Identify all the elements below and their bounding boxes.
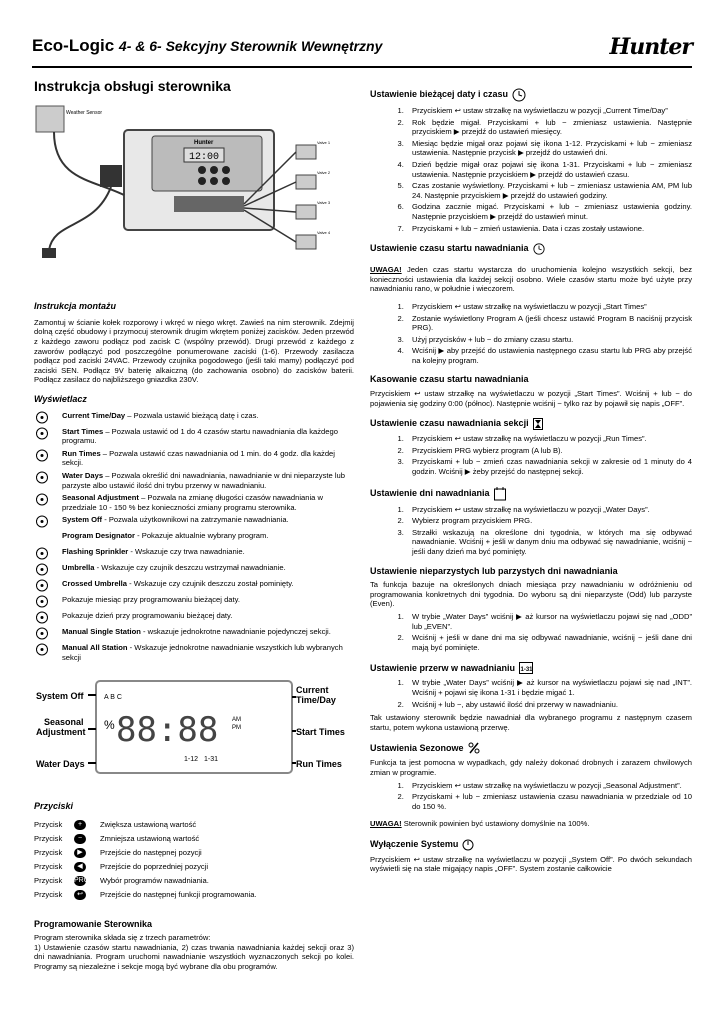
section-start-times [370, 243, 692, 255]
step-item: 1. Przyciskiem ↩ ustaw strzałkę na wyświetlaczu w pozycji „Run Times”. [406, 434, 692, 444]
display-item-desc: - Wskazuje czy czujnik deszczu został pominięty. [127, 579, 294, 589]
hand-icon [34, 627, 54, 640]
display-item-name: Manual All Station [62, 643, 128, 653]
transformer [100, 165, 122, 187]
display-item-name: Current Time/Day [62, 410, 126, 420]
display-item [34, 595, 354, 608]
seasonal-text: Funkcja ta jest pomocna w wypadkach, gdy należy dokonać drobnych i zarazem chwilowych zmian w programie. [370, 758, 692, 777]
weather-sensor-label: Weather Sensor [66, 109, 103, 116]
valve-label: Valve 2 [317, 169, 330, 175]
display-item-name: Run Times [62, 448, 101, 458]
lcd-day-icon: 1-31 [204, 756, 219, 764]
valve-image [296, 145, 316, 159]
display-item-name: Seasonal Adjustment [62, 493, 139, 503]
button-desc: Wybór programów nawadniania. [100, 875, 209, 885]
display-item [34, 493, 354, 512]
hunter-logo: Hunter [609, 34, 692, 60]
step-item: 3. Przyciskami + lub − zmień czas nawadniania sekcji w zakresie od 1 minuty do 4 godzin. Wciśnij ▶ żeby przejść do następnej sekcji. [406, 457, 692, 476]
step-item: 2. Wciśnij + jeśli w dane dni ma się odbywać nawadnianie, wciśnij − jeśli dane dni mają być pominięte. [406, 633, 692, 652]
hourglass-icon [533, 418, 543, 430]
section-title: Ustawienie czasu startu nawadniania [370, 243, 529, 254]
hand-all-icon [34, 643, 54, 656]
display-item [34, 531, 354, 544]
main-heading: Instrukcja obsługi sterownika [34, 78, 231, 94]
step-item: 1. W trybie „Water Days” wciśnij ▶ aż kursor na wyświetlaczu pojawi się nad „ODD” lub „EVEN”. [406, 612, 692, 631]
section-title: Ustawienie dni nawadniania [370, 487, 490, 498]
calendar-icon [494, 487, 506, 501]
step-item: 3. Miesiąc będzie migał oraz pojawi się ikona 1-12. Przyciskami + lub − zmieniasz ustawienia. Następnie przycisk ▶ przejdź do ustawień dni. [406, 139, 692, 158]
valve-label: Valve 1 [317, 139, 330, 145]
display-item-desc: - Pokazuje aktualnie wybrany program. [135, 531, 269, 541]
display-item-name: Crossed Umbrella [62, 579, 127, 589]
display-item-desc: - wskazuje jednokrotne nawadnianie pojedynczej sekcji. [140, 627, 331, 637]
programming-text: Program sterownika składa się z trzech parametrów: 1) Ustawienie czasów startu nawadniania, 2) czas trwania nawadniania każdej sekcji oraz 3) dni nawadniania. Program uruchomi nawadnianie wszystkich wyznaczonych sekcji po kolei. Programy są niezależne i sekcje mogą być wybrane dla obu programów. [34, 933, 354, 972]
day-icon [519, 662, 533, 674]
document-title [32, 36, 382, 56]
display-item [34, 411, 354, 424]
step-item: 2. Przyciskiem PRG wybierz program (A lub B). [406, 446, 692, 456]
date-time-steps [370, 106, 692, 233]
display-item-text [62, 515, 354, 525]
button-symbol: ▶ [72, 846, 100, 860]
display-item-text [62, 547, 354, 557]
step-item: 2. Rok będzie migał. Przyciskami + lub − zmieniasz ustawienia. Następnie przyciskiem ▶ przejdź do ustawień miesięcy. [406, 118, 692, 137]
lcd-start-times-label: Start Times [296, 727, 345, 738]
display-item-desc: Pokazuje miesiąc przy programowaniu bieżącej daty. [62, 595, 240, 605]
display-item-name: Umbrella [62, 563, 95, 573]
display-item-text [62, 563, 354, 573]
start-times-steps [370, 302, 692, 366]
right-column [370, 78, 692, 877]
button-desc: Zmniejsza ustawioną wartość [100, 833, 200, 843]
clock-icon [512, 88, 526, 102]
controller-button [210, 177, 218, 185]
display-item [34, 563, 354, 576]
display-item-name: System Off [62, 515, 103, 525]
button-label: Przycisk [34, 819, 63, 829]
display-item-name: Program Designator [62, 531, 136, 541]
interval-steps [370, 678, 692, 709]
controller-button [222, 177, 230, 185]
section-title: Ustawienia Sezonowe [370, 742, 464, 753]
display-item [34, 643, 354, 662]
lcd-program-abc: A B C [104, 694, 122, 702]
lcd-display-diagram [34, 677, 354, 777]
lcd-percent: % [104, 718, 115, 733]
display-item-text [62, 411, 354, 421]
display-item [34, 627, 354, 640]
section-interval [370, 662, 692, 674]
run-times-steps [370, 434, 692, 476]
display-item-desc: - Wskazuje czy trwa nawadnianie. [128, 547, 245, 557]
section-title: Ustawienie przerw w nawadnianiu [370, 662, 516, 673]
warning-text: Sterownik powinien być ustawiony domyślnie na 100%. [401, 819, 590, 829]
button-symbol: ↩ [72, 888, 100, 902]
display-item-desc: – Pozwala na zmianę długości czasów nawadniania w przedziale 10 - 150 % bez konieczności zmiany programu sterownika. [62, 493, 323, 512]
water-days-steps [370, 505, 692, 557]
display-item-desc: – Pozwala ustawić od 1 do 4 czasów startu nawadniania dla każdego programu. [62, 426, 338, 446]
warning-label: UWAGA! [370, 265, 402, 275]
display-item-desc: - Wskazuje czy czujnik deszczu wstrzymał nawadnianie. [94, 563, 286, 573]
controller-brand: Hunter [194, 139, 214, 146]
button-row [34, 832, 257, 846]
button-symbol: PRG [74, 877, 90, 885]
button-row [34, 846, 257, 860]
display-item-name: Start Times [62, 426, 104, 436]
step-item: 2. Zostanie wyświetlony Program A (jeśli chcesz ustawić Program B naciśnij przycisk PRG). [406, 314, 692, 333]
display-item-text [62, 531, 354, 541]
display-item-desc: - Wskazuje jednokrotne nawadnianie wszystkich lub wybranych sekcji [62, 643, 343, 662]
button-symbol: ◀ [72, 860, 100, 874]
controller-button [222, 166, 230, 174]
odd-even-text: Ta funkcja bazuje na określonych dniach miesiąca przy nawadnianiu w odróżnieniu od programowania konkretnych dni tygodnia. Do wyboru są dni nieparzyste (Odd) lub parzyste (Even). [370, 580, 692, 609]
clock-start-icon [34, 427, 54, 440]
display-item [34, 427, 354, 446]
svg-text:1-31: 1-31 [520, 667, 533, 674]
controller-button [198, 177, 206, 185]
system-off-text: Przyciskiem ↩ ustaw strzałkę na wyświetlaczu w pozycji „System Off”. Po dwóch sekundach wyświetli się na stałe migający napis „OFF”. System zostanie całkowicie [370, 854, 692, 874]
display-item-text [62, 595, 354, 605]
display-item [34, 579, 354, 592]
system-off-icon [34, 515, 54, 528]
clear-start-text: Przyciskiem ↩ ustaw strzałkę na wyświetlaczu w pozycji „Start Times”. Wciśnij + lub − do pojawienia się godziny 0:00 (północ). Następnie wciśnij − tylko raz by pojawił się napis „OFF”. [370, 389, 692, 408]
warning-label: UWAGA! [370, 819, 402, 829]
plug [42, 248, 56, 258]
left-column [34, 78, 354, 975]
step-item: 4. Dzień będzie migał oraz pojawi się ikona 1-31. Przyciskami + lub − zmieniasz ustawienia. Następnie przyciskiem ▶ przejdź do ustawień czasu. [406, 160, 692, 179]
programming-title: Programowanie Sterownika [34, 918, 153, 929]
start-times-note [370, 265, 692, 294]
button-row [34, 874, 257, 888]
lcd-digits: 88:88 [116, 710, 219, 751]
hourglass-icon [34, 449, 54, 462]
lcd-month-icon: 1-12 [184, 756, 199, 764]
weather-sensor-image [36, 106, 64, 132]
install-title: Instrukcja montażu [34, 301, 117, 312]
system-off-icon [462, 839, 474, 851]
install-text: Zamontuj w ścianie kołek rozporowy i wkręć w niego wkręt. Zawieś na nim sterownik. Zdejmij dolną część obudowy i przymocuj sterownik drugim wkrętem poniżej zacisków. Jeden przewód z każdego zaworu podłącz pod zacisk C (wspólny przewód). Drugi przewód z każdego z zaworów podłączyć pod poszczególne ponumerowane zaciski (1-6). Przewody zasilacza podłącz pod zaciski 24VAC. Przewody czujnika pogodowego (jeśli taki mamy) podłączyć pod zaciski SEN. Podłącz 9V baterię alkaiczną (do zachowania osobno) do zacisków baterii. Podłącz zasilacz do najbliższego gniazdka 230V. [34, 317, 354, 385]
odd-even-steps [370, 612, 692, 652]
display-item-text [62, 449, 354, 468]
button-desc: Przejście do poprzedniej pozycji [100, 861, 209, 871]
section-title: Ustawienie czasu nawadniania sekcji [370, 418, 529, 429]
display-item [34, 547, 354, 560]
button-desc: Przejście do następnej pozycji [100, 847, 202, 857]
lcd-seasonal-label: Seasonal [44, 717, 84, 728]
lcd-adjustment-label: Adjustment [36, 727, 86, 738]
lcd-pm-label: PM [232, 725, 241, 732]
section-water-days [370, 487, 692, 501]
display-item [34, 611, 354, 624]
display-item-desc: – Pozwala określić dni nawadniania, nawadnianie w dni nieparzyste lub parzyste albo ustawić ilość dni trybu przerwy w nawadnianiu. [62, 470, 345, 490]
step-item: 1. Przyciskiem ↩ ustaw strzałkę na wyświetlaczu w pozycji „Water Days”. [406, 505, 692, 515]
lcd-run-times-label: Run Times [296, 759, 342, 770]
display-item-text [62, 643, 354, 662]
section-date-time [370, 88, 692, 102]
lcd-current-label: Current [296, 685, 329, 696]
button-row [34, 860, 257, 874]
title-main: Eco-Logic [32, 36, 115, 55]
step-item: 1. Przyciskiem ↩ ustaw strzałkę na wyświetlaczu w pozycji „Seasonal Adjustment”. [406, 781, 692, 791]
title-sub: 4- & 6- Sekcyjny Sterownik Wewnętrzny [118, 38, 383, 54]
display-item-name: Manual Single Station [62, 627, 141, 637]
step-item: 2. Wciśnij + lub −, aby ustawić ilość dni przerwy w nawadnianiu. [406, 700, 692, 710]
terminal-block [174, 196, 244, 212]
buttons-table [34, 818, 257, 902]
step-item: 6. Godzina zacznie migać. Przyciskami + lub − zmieniasz ustawienia godziny. Następnie przyciskiem ▶ przejdź do ustawień minut. [406, 202, 692, 221]
button-label: Przycisk [34, 833, 63, 843]
button-label: Przycisk [34, 889, 63, 899]
display-item-desc: - Pozwala użytkownikowi na zatrzymanie nawadniania. [102, 515, 289, 525]
button-label: Przycisk [34, 861, 63, 871]
section-title: Wyłączenie Systemu [370, 839, 459, 850]
display-item-text [62, 579, 354, 589]
section-run-times [370, 418, 692, 430]
controller-time: 12:00 [189, 151, 220, 163]
buttons-title: Przyciski [34, 801, 74, 812]
button-desc: Zwiększa ustawioną wartość [100, 819, 197, 829]
section-clear-start: Kasowanie czasu startu nawadniania [370, 374, 529, 385]
seasonal-note [370, 819, 692, 829]
display-title: Wyświetlacz [34, 393, 87, 404]
button-label: Przycisk [34, 875, 63, 885]
valve-image [296, 175, 316, 189]
section-system-off [370, 839, 692, 851]
page-header [32, 30, 692, 68]
step-item: 2. Przyciskami + lub − zmieniasz ustawienia czasu nawadniania w przedziale od 10 do 150 %. [406, 792, 692, 811]
valve-label: Valve 4 [317, 229, 330, 235]
lcd-time-day-label: Time/Day [296, 695, 336, 706]
lcd-system-off-label: System Off [36, 691, 84, 702]
interval-text: Tak ustawiony sterownik będzie nawadniał dla wybranego programu z następnym czasem startu, potem wykona ustawioną przerwę. [370, 713, 692, 732]
step-item: 4. Wciśnij ▶ aby przejść do ustawienia następnego czasu startu lub PRG aby przejść na kolejny program. [406, 346, 692, 365]
display-item-desc: – Pozwala ustawić bieżącą datę i czas. [125, 410, 259, 420]
display-item-desc: Pokazuje dzień przy programowaniu bieżącej daty. [62, 611, 233, 621]
button-label: Przycisk [34, 847, 63, 857]
warning-text: Jeden czas startu wystarcza do uruchomienia kolejno wszystkich sekcji, bez konieczności ustawienia dla każdej sekcji osobno. Wiele czasów startu może być użyte przy nawadnianiu rano, w południe i wieczorem. [370, 265, 692, 294]
controller-button [198, 166, 206, 174]
step-item: 1. Przyciskiem ↩ ustaw strzałkę na wyświetlaczu w pozycji „Current Time/Day” [406, 106, 692, 116]
step-item: 3. Strzałki wskazują na określone dni tygodnia, w których ma się odbywać nawadnianie. Wciśnij + jeśli w danym dniu ma odbywać się nawadnianie, wciśnij − jeśli dany dzień ma być pominięty. [406, 528, 692, 557]
button-row [34, 818, 257, 832]
display-item-desc: – Pozwala ustawić czas nawadniania od 1 min. do 4 godz. dla każdej sekcji. [62, 448, 335, 468]
percent-icon [468, 742, 480, 754]
month-icon [34, 595, 54, 608]
step-item: 1. Przyciskiem ↩ ustaw strzałkę na wyświetlaczu w pozycji „Start Times” [406, 302, 692, 312]
step-item: 5. Czas zostanie wyświetlony. Przyciskami + lub − zmieniasz ustawienia AM, PM lub 24. Następnie przyciskiem ▶ przejdź do ustawień godziny. [406, 181, 692, 200]
display-item-text [62, 611, 354, 621]
step-item: 7. Przyciskami + lub − zmień ustawienia. Data i czas zostały ustawione. [406, 224, 692, 234]
step-item: 2. Wybierz program przyciskiem PRG. [406, 516, 692, 526]
controller-button [210, 166, 218, 174]
blank-icon [34, 531, 54, 544]
section-odd-even: Ustawienie nieparzystych lub parzystych dni nawadniania [370, 565, 618, 576]
clock-start-icon [533, 243, 545, 255]
display-item [34, 471, 354, 490]
display-item-text [62, 627, 354, 637]
button-symbol: + [72, 818, 100, 832]
clock-icon [34, 411, 54, 424]
display-item-text [62, 427, 354, 446]
display-icon-list [34, 411, 354, 663]
percent-icon [34, 493, 54, 506]
wiring-diagram [34, 100, 330, 280]
display-item-text [62, 471, 354, 490]
button-symbol: − [72, 832, 100, 846]
display-item-name: Flashing Sprinkler [62, 547, 129, 557]
button-desc: Przejście do następnej funkcji programowania. [100, 889, 257, 899]
section-seasonal [370, 742, 692, 754]
crossed-umbrella-icon [34, 579, 54, 592]
step-item: 3. Użyj przycisków + lub − do zmiany czasu startu. [406, 335, 692, 345]
day-icon [34, 611, 54, 624]
valve-label: Valve 3 [317, 199, 330, 205]
valve-image [296, 235, 316, 249]
calendar-icon [34, 471, 54, 484]
sprinkler-icon [34, 547, 54, 560]
display-item-name: Water Days [62, 470, 104, 480]
valve-image [296, 205, 316, 219]
lcd-water-days-label: Water Days [36, 759, 85, 770]
display-item [34, 515, 354, 528]
display-item [34, 449, 354, 468]
button-row [34, 888, 257, 902]
umbrella-icon [34, 563, 54, 576]
section-title: Ustawienie bieżącej daty i czasu [370, 89, 509, 100]
lcd-am-label: AM [232, 717, 241, 724]
display-item-text [62, 493, 354, 512]
step-item: 1. W trybie „Water Days” wciśnij ▶ aż kursor na wyświetlaczu pojawi się nad „INT”. Wciśnij + pojawi się ikona 1-31 i będzie migać 1. [406, 678, 692, 697]
seasonal-steps [370, 781, 692, 812]
